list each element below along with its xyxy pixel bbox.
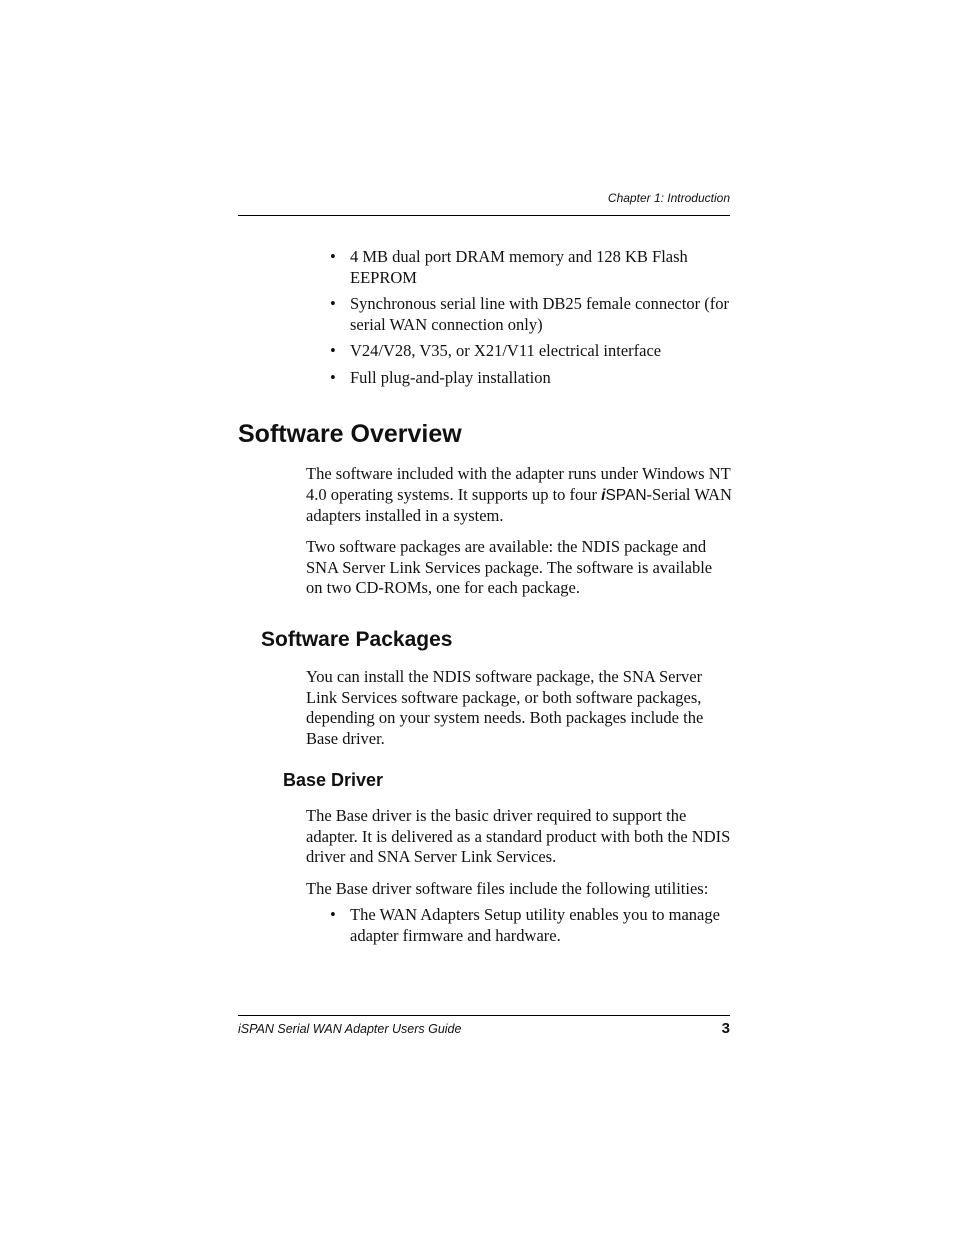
list-item — [330, 294, 730, 335]
section-heading-software-overview: Software Overview — [238, 420, 462, 448]
overview-paragraph-2: Two software packages are available: the NDIS package and SNA Server Link Services package. The software is available on two CD-ROMs, one for each package. — [306, 537, 713, 597]
bullet-icon: • — [330, 341, 336, 360]
list-item-text: Full plug-and-play installation — [350, 367, 551, 387]
bullet-icon: • — [330, 247, 336, 266]
list-item-text: The WAN Adapters Setup utility enables you to manage adapter firmware and hardware. — [350, 905, 720, 945]
utilities-bullet-list — [330, 905, 732, 946]
header-rule — [238, 215, 730, 216]
footer-title: iSPAN Serial WAN Adapter Users Guide — [238, 1022, 462, 1036]
list-item — [330, 368, 730, 389]
ispan-brand-rest: SPAN — [605, 486, 647, 504]
overview-paragraph-1 — [306, 464, 732, 527]
bullet-icon: • — [330, 294, 336, 313]
page-number: 3 — [721, 1020, 730, 1037]
running-head: Chapter 1: Introduction — [607, 191, 730, 205]
ispan-brand-i: i — [601, 486, 606, 504]
packages-paragraph: You can install the NDIS software package, the SNA Server Link Services software package, or both software packages, depending on your system needs. Both packages include the Base driver. — [306, 667, 704, 748]
footer-rule — [238, 1015, 730, 1016]
list-item — [330, 905, 732, 946]
overview-text-after: -Serial WAN adapters installed in a system. — [306, 484, 732, 525]
bullet-icon: • — [330, 905, 336, 924]
bullet-icon: • — [330, 367, 336, 387]
list-item — [330, 341, 730, 362]
ispan-brand — [601, 487, 646, 504]
base-driver-paragraph-1: The Base driver is the basic driver required to support the adapter. It is delivered as a standard product with both the NDIS driver and SNA Server Link Services. — [306, 806, 731, 866]
overview-text-before: The software included with the adapter runs under Windows NT 4.0 operating systems. It supports up to four — [306, 464, 731, 504]
section-heading-base-driver: Base Driver — [283, 770, 384, 790]
section-heading-software-packages: Software Packages — [261, 628, 453, 651]
list-item-text: V24/V28, V35, or X21/V11 electrical interface — [350, 341, 662, 360]
base-driver-paragraph-2: The Base driver software files include the following utilities: — [306, 879, 709, 898]
list-item-text: Synchronous serial line with DB25 female connector (for serial WAN connection only) — [350, 294, 729, 334]
feature-bullet-list — [330, 247, 730, 394]
list-item-text: 4 MB dual port DRAM memory and 128 KB Flash EEPROM — [350, 247, 688, 287]
list-item — [330, 247, 730, 288]
